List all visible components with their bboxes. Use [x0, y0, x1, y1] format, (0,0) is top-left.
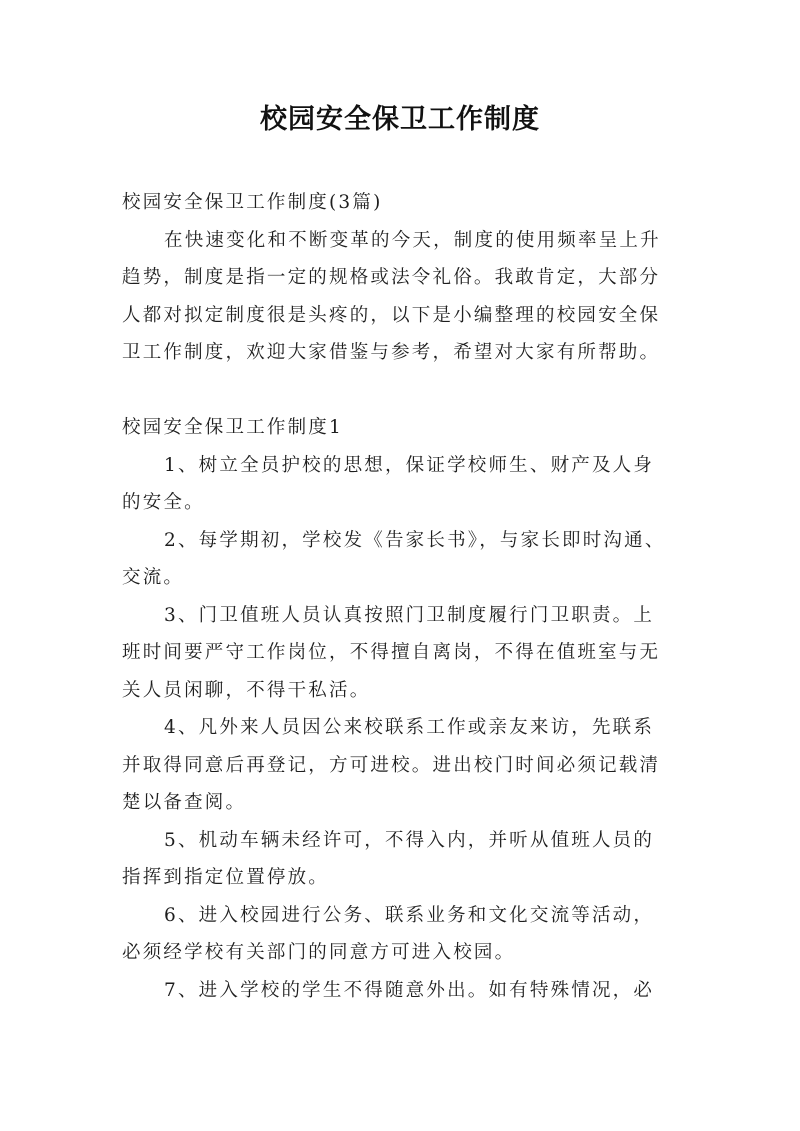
rule-item-6-continuation: 必须经学校有关部门的同意方可进入校园。 — [122, 942, 516, 963]
rule-item-5: 5、机动车辆未经许可，不得入内，并听从值班人员的 — [164, 829, 655, 851]
rule-item-1-continuation: 的安全。 — [122, 492, 205, 513]
rule-item-4-continuation: 并取得同意后再登记，方可进校。进出校门时间必须记载清 — [122, 754, 661, 776]
rule-item-1: 1、树立全员护校的思想，保证学校师生、财产及人身 — [164, 454, 655, 476]
rule-item-3-continuation: 关人员闲聊，不得干私活。 — [122, 679, 371, 701]
rule-item-4-continuation: 楚以备查阅。 — [122, 792, 247, 813]
rule-item-3-continuation: 班时间要严守工作岗位，不得擅自离岗，不得在值班室与无 — [122, 642, 661, 663]
intro-line: 趋势，制度是指一定的规格或法令礼俗。我敢肯定，大部分 — [122, 267, 661, 288]
rule-item-7: 7、进入学校的学生不得随意外出。如有特殊情况，必 — [164, 979, 655, 1001]
intro-line: 人都对拟定制度很是头疼的，以下是小编整理的校园安全保 — [122, 304, 661, 326]
rule-item-3: 3、门卫值班人员认真按照门卫制度履行门卫职责。上 — [164, 604, 655, 626]
rule-item-2-continuation: 交流。 — [122, 567, 185, 588]
section-heading: 校园安全保卫工作制度1 — [122, 417, 343, 438]
rule-item-2: 2、每学期初，学校发《告家长书》，与家长即时沟通、 — [164, 529, 666, 551]
rule-item-5-continuation: 指挥到指定位置停放。 — [122, 867, 330, 888]
document-title: 校园安全保卫工作制度 — [260, 104, 540, 135]
intro-line: 卫工作制度，欢迎大家借鉴与参考，希望对大家有所帮助。 — [122, 342, 661, 363]
paragraph-spacer — [122, 372, 682, 410]
rule-item-4: 4、凡外来人员因公来校联系工作或亲友来访，先联系 — [164, 717, 655, 738]
rule-item-6: 6、进入校园进行公务、联系业务和文化交流等活动， — [164, 904, 655, 926]
intro-line: 在快速变化和不断变革的今天，制度的使用频率呈上升 — [164, 229, 661, 251]
document-body — [122, 184, 682, 1009]
document-subtitle: 校园安全保卫工作制度(3篇) — [122, 192, 383, 213]
